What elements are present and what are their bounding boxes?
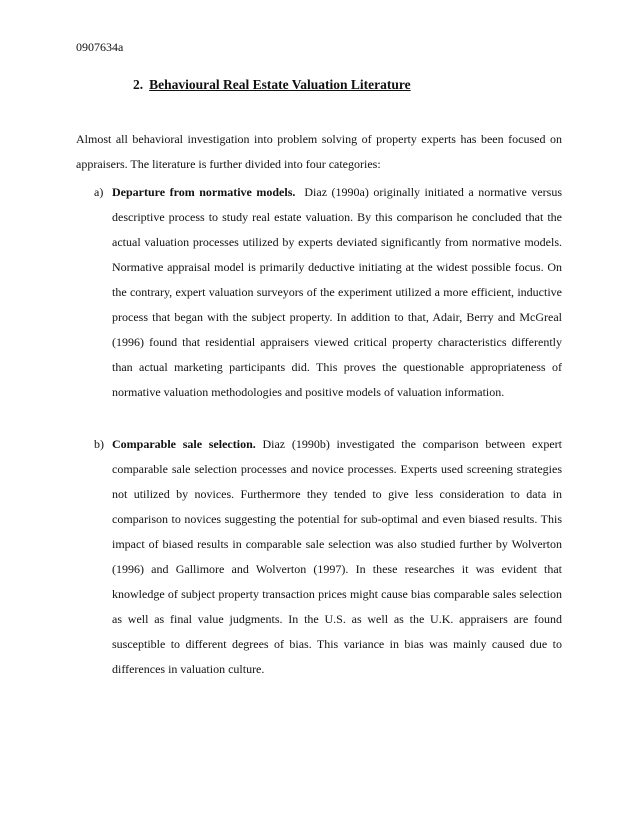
list-marker: a) — [94, 185, 104, 199]
section-number: 2. — [133, 77, 144, 92]
list-item-text: Diaz (1990b) investigated the comparison between expert comparable sale selection processes and novice processes. Experts used screening strategies not utilized by novices. Furthermore they tended to give less consideration to data in comparison to novices suggesting the potential for sub-optimal and even biased results. This impact of biased results in comparable sale selection was also studied further by Wolverton (1996) and Gallimore and Wolverton (1997). In these researches it was evident that knowledge of subject property transaction prices might cause bias comparable sales selection as well as final value judgments. In the U.S. as well as the U.K. appraisers are found susceptible to different degrees of bias. This variance in bias was mainly caused due to differences in valuation culture. — [112, 437, 562, 676]
list-marker: b) — [94, 437, 104, 451]
list-item-body — [112, 432, 562, 682]
list-item-text: Diaz (1990a) originally initiated a normative versus descriptive process to study real estate valuation. By this comparison he concluded that the actual valuation processes utilized by experts deviated significantly from normative models. Normative appraisal model is primarily deductive initiating at the widest possible focus. On the contrary, expert valuation surveyors of the experiment utilized a more efficient, inductive process that began with the subject property. In addition to that, Adair, Berry and McGreal (1996) found that residential appraisers viewed critical property characteristics differently than actual marketing participants did. This proves the questionable appropriateness of normative valuation methodologies and positive models of valuation information. — [112, 185, 563, 399]
intro-paragraph: Almost all behavioral investigation into problem solving of property experts has been focused on appraisers. The literature is further divided into four categories: — [76, 132, 562, 171]
document-id: 0907634a — [76, 40, 124, 54]
section-title: Behavioural Real Estate Valuation Literature — [149, 77, 411, 92]
section-heading — [133, 77, 411, 93]
list-item-body — [112, 180, 562, 405]
list-item-lead: Comparable sale selection. — [112, 437, 256, 451]
list-item-lead: Departure from normative models. — [112, 185, 296, 199]
list-item — [76, 180, 562, 405]
list-item — [76, 432, 562, 682]
